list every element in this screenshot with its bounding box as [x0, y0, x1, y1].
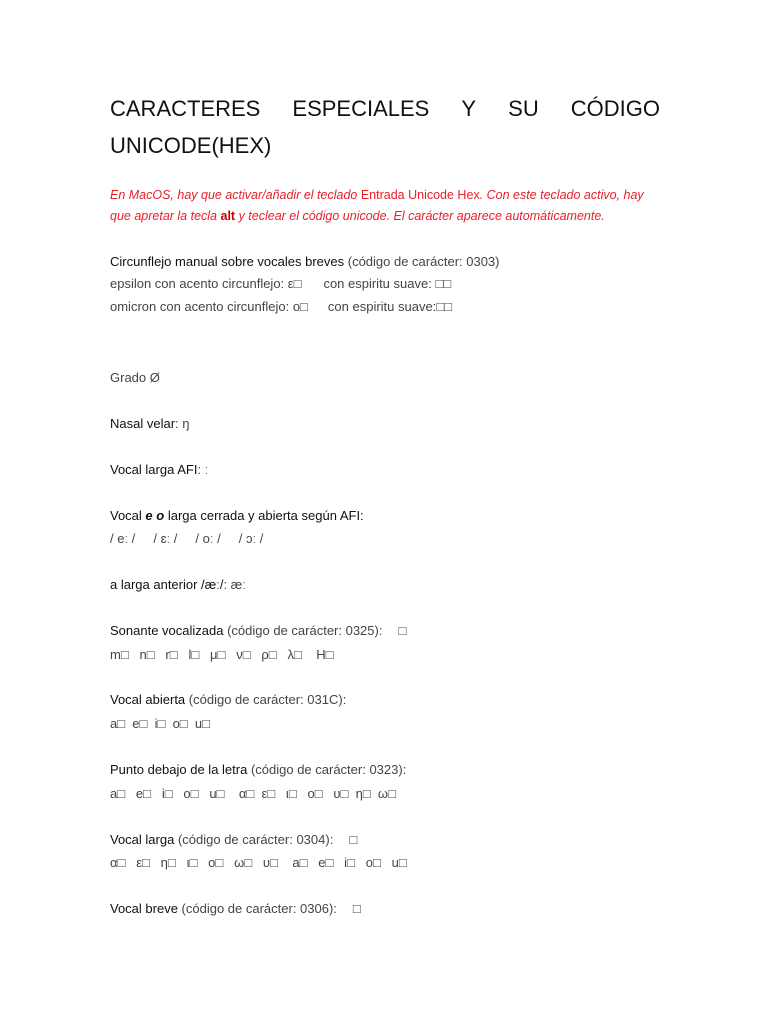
symbol-value: : æː [223, 577, 246, 592]
section-label: Sonante vocalizada [110, 623, 224, 638]
omicron-line [110, 299, 452, 314]
title-word: ESPECIALES [292, 96, 430, 121]
section-label: Vocal breve [110, 901, 178, 916]
missing-glyph: □□ [435, 276, 452, 291]
epsilon-label: epsilon con acento circunflejo: ε [110, 276, 294, 291]
section-label-italic: e o [145, 508, 165, 523]
missing-glyph: □□ [436, 299, 453, 314]
alt-key-label: alt [220, 209, 236, 223]
vocal-larga-heading [110, 832, 357, 847]
missing-glyph: □ [352, 901, 361, 916]
punto-heading [110, 762, 406, 777]
section-label: Vocal larga [110, 832, 175, 847]
intro-text: En MacOS, hay que activar/añadir el teclado [110, 188, 361, 202]
char-code: (código de carácter: 0325): [223, 623, 383, 638]
nasal-line [110, 416, 190, 431]
missing-glyph: □ [398, 623, 407, 638]
intro-text: que apretar la tecla [110, 209, 221, 223]
section-label: Circunflejo manual sobre vocales breves [110, 254, 345, 269]
section-label: Punto debajo de la letra [110, 762, 248, 777]
vocal-eo-values: / eː / / ɛː / / oː / / ɔː / [110, 531, 264, 546]
title-line-1 [110, 90, 660, 127]
section-label: Nasal velar [110, 416, 176, 431]
section-label: a larga anterior /æː/ [110, 577, 224, 592]
intro-text: y teclear el código unicode. El carácter aparece automáticamente. [235, 209, 605, 223]
vocal-larga-afi-line [110, 462, 208, 477]
grado-line: Grado Ø [110, 370, 160, 385]
vocal-breve-heading [110, 901, 361, 916]
title-word: CARACTERES [110, 96, 261, 121]
vocal-abierta-values: a□ e□ i□ o□ u□ [110, 716, 210, 731]
section-label: Vocal [110, 508, 146, 523]
a-larga-line [110, 577, 246, 592]
epsilon-suave-label: con espiritu suave: [323, 276, 436, 291]
section-label: Vocal abierta [110, 692, 186, 707]
document-title [110, 90, 660, 164]
title-word: SU [508, 96, 539, 121]
intro-note [110, 185, 660, 227]
missing-glyph: □ [349, 832, 358, 847]
epsilon-line [110, 276, 451, 291]
char-code: (código de carácter: 031C): [185, 692, 347, 707]
intro-highlight: Entrada Unicode Hex [360, 188, 480, 202]
char-code: (código de carácter: 0303) [344, 254, 500, 269]
omicron-suave-label: con espiritu suave: [327, 299, 437, 314]
sonante-values: m□ n□ r□ l□ μ□ ν□ ρ□ λ□ H□ [110, 647, 334, 662]
sonante-heading [110, 623, 406, 638]
char-code: (código de carácter: 0323): [247, 762, 407, 777]
vocal-eo-heading [110, 508, 364, 523]
omicron-label: omicron con acento circunflejo: ο [110, 299, 301, 314]
circunflejo-heading [110, 254, 500, 269]
punto-values: a□ e□ i□ o□ u□ α□ ε□ ι□ ο□ υ□ η□ ω□ [110, 786, 396, 801]
title-word: CÓDIGO [570, 96, 660, 121]
vocal-abierta-heading [110, 692, 346, 707]
title-word: Y [461, 96, 477, 121]
title-line-2: UNICODE(HEX) [110, 133, 272, 158]
char-code: (código de carácter: 0306): [177, 901, 337, 916]
section-label: Vocal larga AFI [110, 462, 198, 477]
section-label: larga cerrada y abierta según AFI: [164, 508, 364, 523]
symbol-value: : ŋ [175, 416, 190, 431]
symbol-value: : ː [197, 462, 209, 477]
vocal-larga-values: α□ ε□ η□ ι□ ο□ ω□ υ□ a□ e□ i□ o□ u□ [110, 855, 407, 870]
missing-glyph: □ [293, 276, 302, 291]
char-code: (código de carácter: 0304): [174, 832, 334, 847]
missing-glyph: □ [300, 299, 308, 314]
intro-text: . Con este teclado activo, hay [479, 188, 644, 202]
